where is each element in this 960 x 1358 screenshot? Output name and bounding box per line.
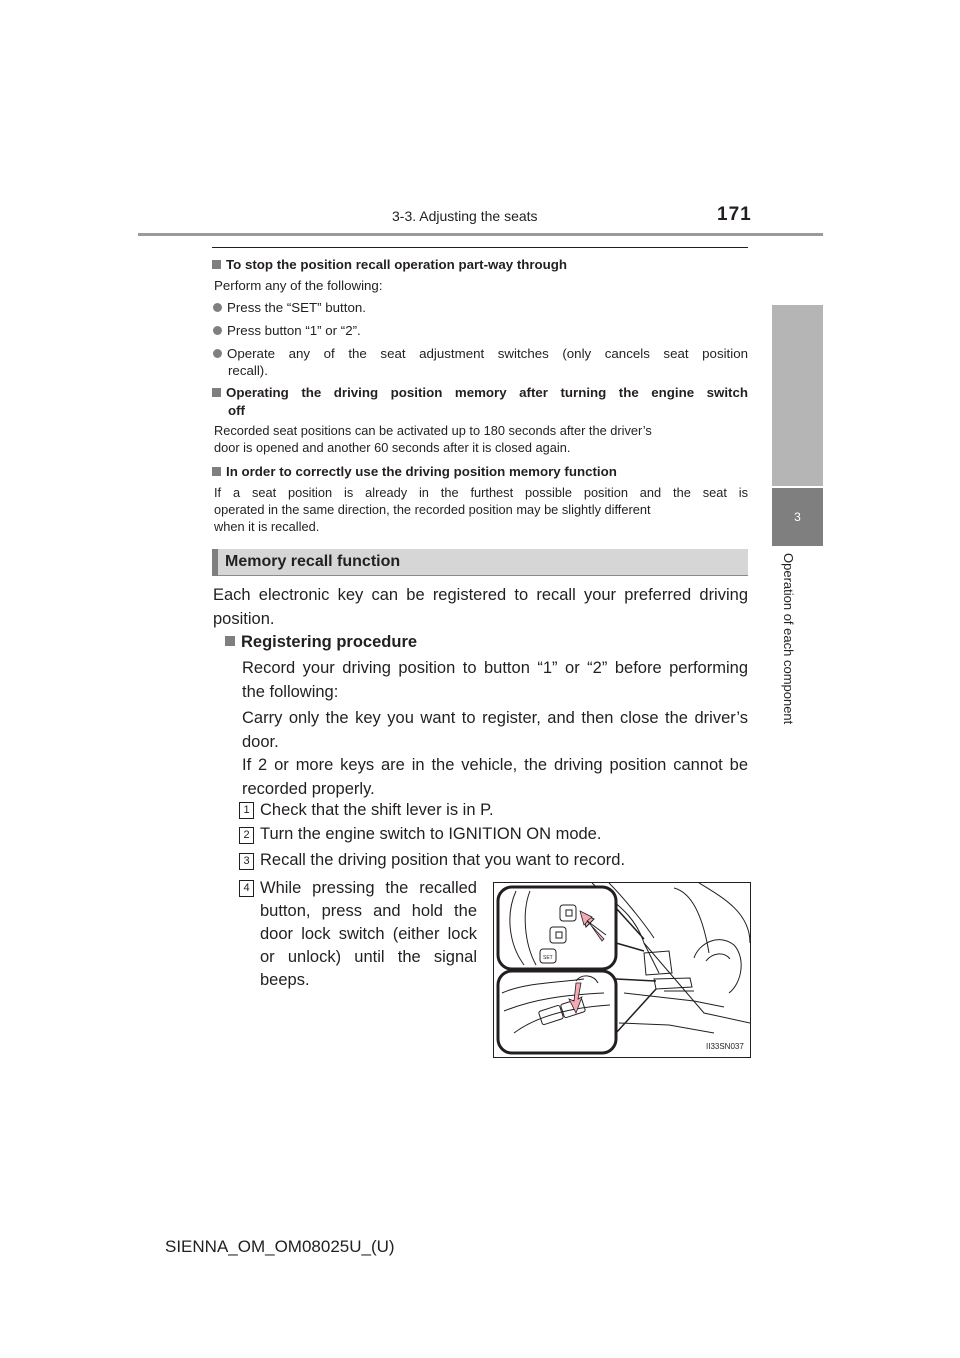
- chapter-label-text: Operation of each component: [781, 553, 796, 725]
- memory-intro-2: position.: [213, 610, 275, 628]
- side-tab-block: [772, 305, 823, 486]
- page-number: 171: [717, 204, 752, 225]
- para-1-line-2: the following:: [242, 683, 339, 701]
- step-4-line-2: button, press and hold the: [260, 902, 477, 920]
- header-rule: [138, 233, 823, 236]
- illustration-drawing: [494, 883, 750, 1057]
- registering-heading: Registering procedure: [225, 630, 417, 654]
- note-3-title: In order to correctly use the driving position memory function: [212, 464, 617, 479]
- step-4-line-4: or unlock) until the signal: [260, 948, 477, 966]
- upper-inset: [498, 887, 616, 969]
- section-title: 3-3. Adjusting the seats: [392, 208, 538, 224]
- note-1-title: To stop the position recall operation part-way through: [212, 257, 567, 272]
- step-4-number: 4: [239, 880, 254, 897]
- lower-inset: [498, 971, 616, 1053]
- illustration-code: II33SN037: [706, 1042, 744, 1051]
- section-heading: Memory recall function: [225, 553, 401, 570]
- note-1-intro: Perform any of the following:: [214, 278, 383, 293]
- note-1-bullet-1: Press the “SET” button.: [213, 299, 366, 316]
- para-2-line-1: Carry only the key you want to register, and then close the driver’s: [242, 709, 748, 727]
- square-bullet-icon: [225, 636, 235, 646]
- chapter-number-tab: 3: [772, 488, 823, 546]
- para-2-line-2: door.: [242, 733, 279, 751]
- dot-bullet-icon: [213, 349, 222, 358]
- step-1-text: Check that the shift lever is in P.: [260, 801, 494, 819]
- para-3-line-2: recorded properly.: [242, 780, 375, 798]
- step-4-line-1: While pressing the recalled: [260, 879, 477, 897]
- dot-bullet-icon: [213, 326, 222, 335]
- door-switch-illustration: [493, 882, 751, 1058]
- note-3-body-3: when it is recalled.: [214, 519, 320, 534]
- set-button-label: SET: [543, 955, 553, 961]
- step-3-text: Recall the driving position that you want to record.: [260, 851, 626, 869]
- step-4-line-5: beeps.: [260, 971, 310, 989]
- note-1-bullet-3-cont: recall).: [228, 363, 268, 378]
- chapter-label: [780, 553, 800, 749]
- note-3-body-2: operated in the same direction, the recorded position may be slightly different: [214, 502, 651, 517]
- memory-intro-1: Each electronic key can be registered to recall your preferred driving: [213, 586, 748, 604]
- para-3-line-1: If 2 or more keys are in the vehicle, the driving position cannot be: [242, 756, 748, 774]
- note-3-body-1: If a seat position is already in the furthest possible position and the seat is: [214, 485, 748, 500]
- notes-divider: [212, 247, 748, 248]
- note-1-bullet-3: Operate any of the seat adjustment switches (only cancels seat position: [213, 345, 748, 362]
- step-2-number: 2: [239, 827, 254, 844]
- note-2-title: Operating the driving position memory after turning the engine switch: [212, 385, 748, 400]
- step-3-number: 3: [239, 853, 254, 870]
- note-2-body-1: Recorded seat positions can be activated up to 180 seconds after the driver’s: [214, 423, 652, 438]
- square-bullet-icon: [212, 467, 221, 476]
- dot-bullet-icon: [213, 303, 222, 312]
- note-2-title-cont: off: [228, 403, 245, 418]
- step-4-line-3: door lock switch (either lock: [260, 925, 477, 943]
- note-2-body-2: door is opened and another 60 seconds after it is closed again.: [214, 440, 571, 455]
- footer-code: SIENNA_OM_OM08025U_(U): [165, 1237, 395, 1256]
- square-bullet-icon: [212, 388, 221, 397]
- section-heading-accent: [212, 549, 218, 576]
- para-1-line-1: Record your driving position to button “1” or “2” before performing: [242, 659, 748, 677]
- note-1-bullet-2: Press button “1” or “2”.: [213, 322, 361, 339]
- step-2-text: Turn the engine switch to IGNITION ON mode.: [260, 825, 602, 843]
- square-bullet-icon: [212, 260, 221, 269]
- step-1-number: 1: [239, 802, 254, 819]
